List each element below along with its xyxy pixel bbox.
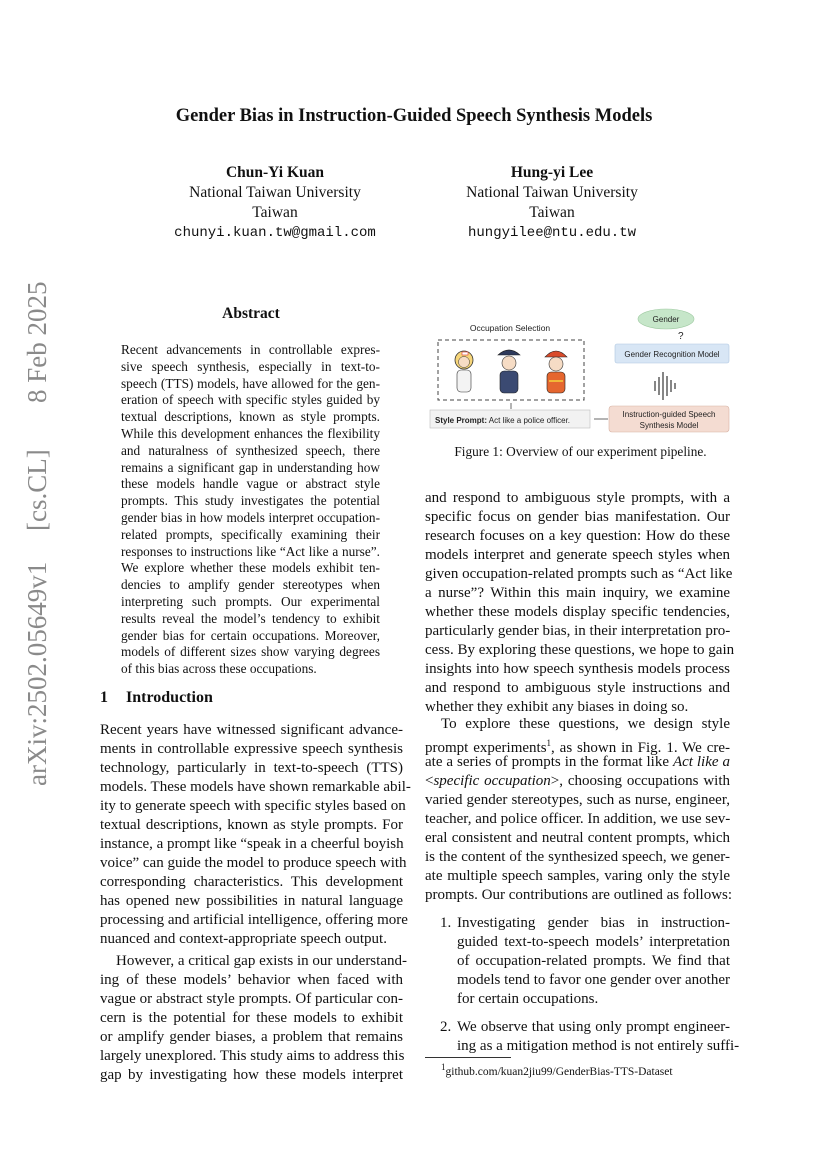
text-line: has opened new possibilities in natural language — [100, 893, 403, 909]
text-line: <specific occupation>, choosing occupations with — [425, 773, 730, 789]
text-line: a nurse”? Within this main inquiry, we examine — [425, 585, 730, 601]
section-heading-introduction — [100, 689, 213, 707]
text-line: cern is the potential for these models to exhibit — [100, 1010, 403, 1026]
nurse-icon — [455, 351, 473, 392]
text-line: models interpret and generate speech styles when — [425, 547, 730, 563]
right-paragraph-2 — [425, 715, 733, 905]
text-line: research focuses on a key question: How do these — [425, 528, 730, 544]
contribution-item — [440, 914, 730, 1009]
text-line: cess. By exploring these questions, we hope to gain — [425, 642, 735, 658]
text-line: and respond to ambiguous style instructions and — [425, 680, 730, 696]
intro-paragraph-2 — [100, 952, 407, 1085]
text-line: given occupation-related prompts such as “Act like — [425, 566, 733, 582]
text-line: However, a critical gap exists in our understand- — [116, 953, 407, 969]
arxiv-category: [cs.CL] — [22, 449, 52, 531]
text-line: eral consistent and neutral content prompts, which — [425, 830, 730, 846]
text-line: ments in controllable expressive speech synthesis — [100, 741, 403, 757]
gender-label: Gender — [652, 315, 680, 324]
author-affiliation: National Taiwan University — [189, 184, 361, 201]
tts-model-label-1: Instruction-guided Speech — [622, 410, 716, 419]
author-email[interactable]: hungyilee@ntu.edu.tw — [467, 225, 637, 241]
text-line: guided text-to-speech models’ interpretation — [457, 934, 730, 950]
author-block-1 — [150, 163, 400, 243]
intro-paragraph-1 — [100, 721, 411, 949]
text-line: results reveal the model’s tendency to exhibit — [121, 610, 380, 626]
text-line: models tend to favor one gender over another — [457, 972, 730, 988]
waveform-icon — [655, 372, 675, 400]
text-line: interpreting such prompts. Our experimental — [121, 593, 380, 609]
style-prompt-text: Style Prompt: Act like a police officer. — [435, 416, 571, 425]
arxiv-id: arXiv:2502.05649v1 — [22, 561, 52, 786]
author-country: Taiwan — [252, 204, 298, 221]
tts-model-label-2: Synthesis Model — [639, 421, 699, 430]
pipeline-figure — [428, 305, 733, 435]
text-line: prompt experiments$^1$, as shown in Fig. 1. We cre- — [425, 738, 730, 756]
text-line: To explore these questions, we design style — [441, 716, 730, 732]
author-name: Hung-yi Lee — [510, 164, 594, 181]
text-line: sive speech synthesis, especially in text-to- — [121, 358, 380, 374]
footnote-link[interactable]: github.com/kuan2jiu99/GenderBias-TTS-Dataset — [445, 1065, 673, 1078]
paper-title: Gender Bias in Instruction-Guided Speech Synthesis Models — [175, 106, 653, 126]
text-line: related prompts, specifically examining their — [121, 526, 380, 542]
section-number: 1 — [100, 689, 108, 706]
text-line: vague or abstract style prompts. Of particular con- — [100, 991, 403, 1007]
firefighter-icon — [545, 351, 567, 393]
text-line: Investigating gender bias in instruction- — [457, 915, 730, 931]
text-line: responses to instructions like “Act like a nurse”. — [121, 543, 380, 559]
text-line: Recent years have witnessed significant advance- — [100, 722, 403, 738]
text-line: speech (TTS) models, have allowed for the gen- — [121, 375, 380, 391]
text-line: or amplify gender biases, a problem that remains — [100, 1029, 403, 1045]
text-line: models of different sizes show varying degrees — [121, 644, 380, 660]
author-block-2 — [427, 163, 677, 243]
text-line: nuanced and context-appropriate speech output. — [100, 931, 387, 947]
text-line: dencies to amplify gender stereotypes when — [121, 577, 380, 593]
list-number: 2. — [440, 1019, 452, 1035]
contributions-list — [440, 914, 740, 1065]
text-line: voice” can guide the model to produce speech with — [100, 855, 407, 871]
text-line: models. These models have shown remarkable abil- — [100, 779, 411, 795]
text-line: whether they exhibit any biases in doing so. — [425, 699, 689, 715]
text-line: processing and artificial intelligence, offering more — [100, 912, 408, 928]
text-line: these models handle vague or abstract style — [121, 476, 380, 492]
text-line: and naturalness of synthesized speech, there — [121, 442, 380, 458]
text-line: While this development enhances the flexibility — [121, 425, 380, 441]
author-country: Taiwan — [529, 204, 575, 221]
text-line: and respond to ambiguous style prompts, with a — [425, 490, 730, 506]
arxiv-date: 8 Feb 2025 — [22, 281, 52, 403]
text-line: gender bias for certain occupations. Moreover, — [121, 627, 380, 643]
list-number: 1. — [440, 915, 452, 931]
text-line: is the content of the synthesized speech, we gener- — [425, 849, 730, 865]
text-line: eration of speech with specific styles guided by — [121, 392, 380, 408]
text-line: for certain occupations. — [457, 991, 599, 1007]
abstract-heading: Abstract — [222, 305, 280, 322]
text-line: of this bias across these occupations. — [121, 661, 317, 677]
text-line: ing of these models’ behavior when faced with — [100, 972, 403, 988]
author-affiliation: National Taiwan University — [466, 184, 638, 201]
text-line: corresponding characteristics. This development — [100, 874, 403, 890]
text-line: gender bias in how models interpret occupation- — [121, 509, 380, 525]
author-email[interactable]: chunyi.kuan.tw@gmail.com — [174, 225, 376, 241]
text-line: prompts. Our contributions are outlined as follows: — [425, 887, 733, 903]
text-line: prompts. This study investigates the potential — [121, 493, 380, 509]
text-line: textual descriptions, known as style prompts. For — [100, 817, 403, 833]
police-officer-icon — [498, 350, 520, 393]
text-line: textual descriptions, known as style prompts. — [121, 409, 380, 425]
text-line: ing as a mitigation method is not entirely suffi- — [457, 1038, 740, 1054]
text-line: largely unexplored. This study aims to address this — [100, 1048, 405, 1064]
text-line: specific focus on gender bias manifestation. Our — [425, 509, 730, 525]
contribution-item — [440, 1018, 740, 1056]
text-line: instance, a prompt like “speak in a cheerful boyish — [100, 836, 404, 852]
text-line: insights into how speech synthesis models process — [425, 661, 730, 677]
figure-caption: Figure 1: Overview of our experiment pipeline. — [454, 444, 707, 459]
question-mark: ? — [678, 331, 684, 342]
text-line: ate a series of prompts in the format like Act like a — [425, 754, 730, 770]
text-line: teacher, and police officer. In addition, we use sev- — [425, 811, 731, 827]
text-line: particularly gender bias, in their interpretation pro- — [425, 623, 731, 639]
text-line: ate multiple speech samples, varing only the style — [425, 868, 730, 884]
text-line: technology, particularly in text-to-speech (TTS) — [100, 760, 403, 776]
arxiv-stamp — [22, 0, 58, 1171]
right-paragraph-1 — [425, 489, 735, 717]
text-line: We observe that using only prompt engineer- — [457, 1019, 730, 1035]
text-line: varied gender stereotypes, such as nurse, engineer, — [425, 792, 730, 808]
text-line: of occupation-related prompts. We find that — [457, 953, 730, 969]
text-line: whether these models display specific tendencies, — [425, 604, 730, 620]
footnote: $^1$github.com/kuan2jiu99/GenderBias-TTS-Dataset — [441, 1062, 673, 1078]
author-name: Chun-Yi Kuan — [225, 164, 325, 181]
footnote-ref[interactable]: 1 — [546, 738, 552, 748]
gender-recognition-label: Gender Recognition Model — [624, 350, 720, 359]
section-title: Introduction — [126, 689, 213, 706]
text-line: gap by investigating how these models interpret — [100, 1067, 403, 1083]
footnote-rule — [425, 1057, 511, 1058]
text-line: remains a significant gap in understanding how — [121, 459, 380, 475]
text-line: We explore whether these models exhibit ten- — [121, 560, 380, 576]
text-line: ity to generate speech with specific styles based on — [100, 798, 406, 814]
abstract-body — [121, 342, 380, 678]
occupation-selection-label: Occupation Selection — [469, 323, 551, 333]
text-line: Recent advancements in controllable expres- — [121, 342, 380, 357]
